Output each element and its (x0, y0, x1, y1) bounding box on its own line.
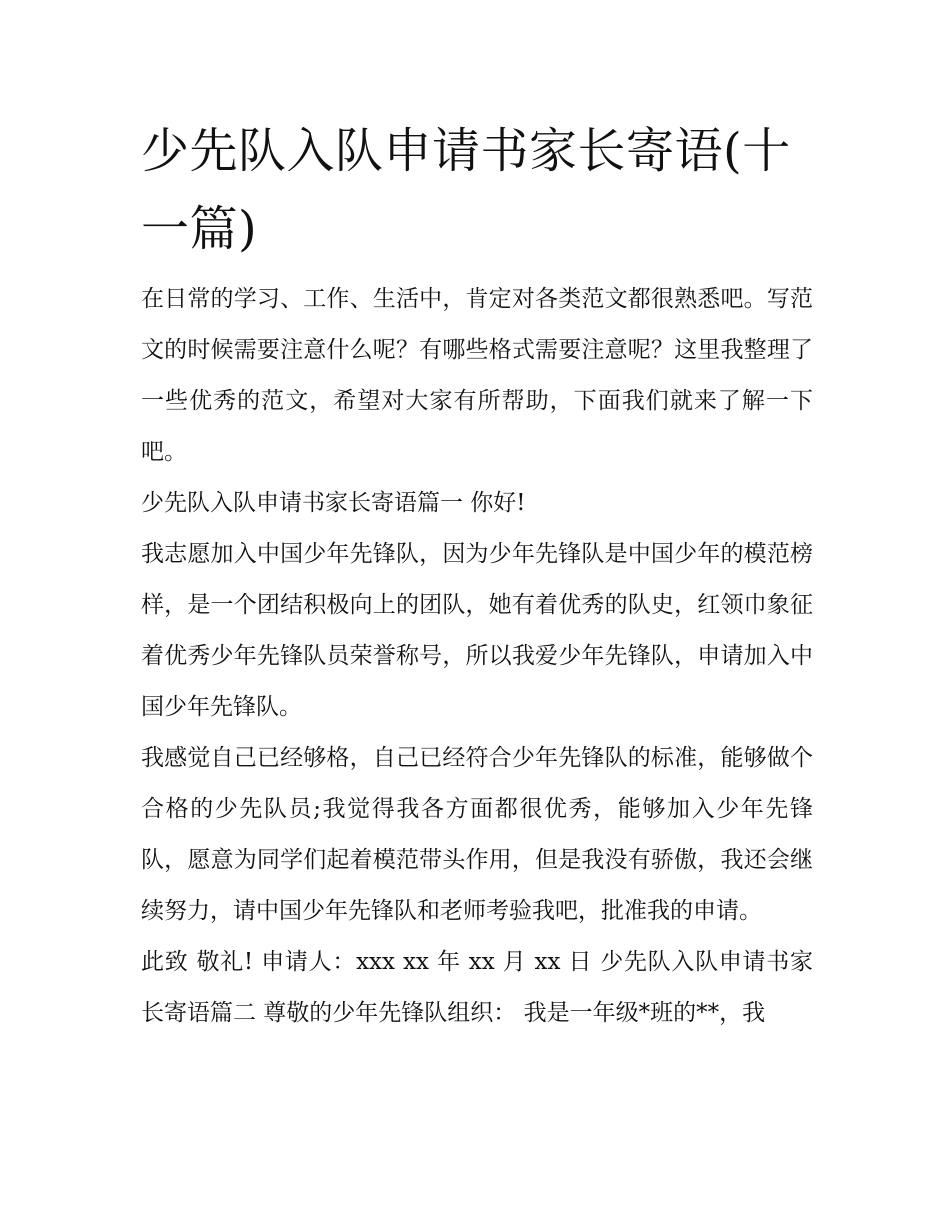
closing-paragraph: 此致 敬礼! 申请人：xxx xx 年 xx 月 xx 日 少先队入队申请书家长寄语篇二 尊敬的少年先锋队组织： 我是一年级*班的**，我 (141, 949, 813, 1026)
body-paragraph: 我感觉自己已经够格，自己已经符合少年先锋队的标准，能够做个合格的少先队员;我觉得我各方面都很优秀，能够加入少年先锋队，愿意为同学们起着模范带头作用，但是我没有骄傲，我还会继续努力，请中国少年先锋队和老师考验我吧，批准我的申请。 (141, 745, 813, 924)
document-body (141, 112, 813, 1039)
intro-paragraph: 在日常的学习、工作、生活中，肯定对各类范文都很熟悉吧。写范文的时候需要注意什么呢？有哪些格式需要注意呢？这里我整理了一些优秀的范文，希望对大家有所帮助，下面我们就来了解一下吧。 (141, 286, 813, 465)
body-paragraph: 我志愿加入中国少年先锋队，因为少年先锋队是中国少年的模范榜样，是一个团结积极向上的团队，她有着优秀的队史，红领巾象征着优秀少年先锋队员荣誉称号，所以我爱少年先锋队，申请加入中国少年先锋队。 (141, 541, 813, 720)
section-one-heading: 少先队入队申请书家长寄语篇一 你好! (141, 490, 526, 516)
document-title: 少先队入队申请书家长寄语(十一篇) (141, 123, 791, 257)
